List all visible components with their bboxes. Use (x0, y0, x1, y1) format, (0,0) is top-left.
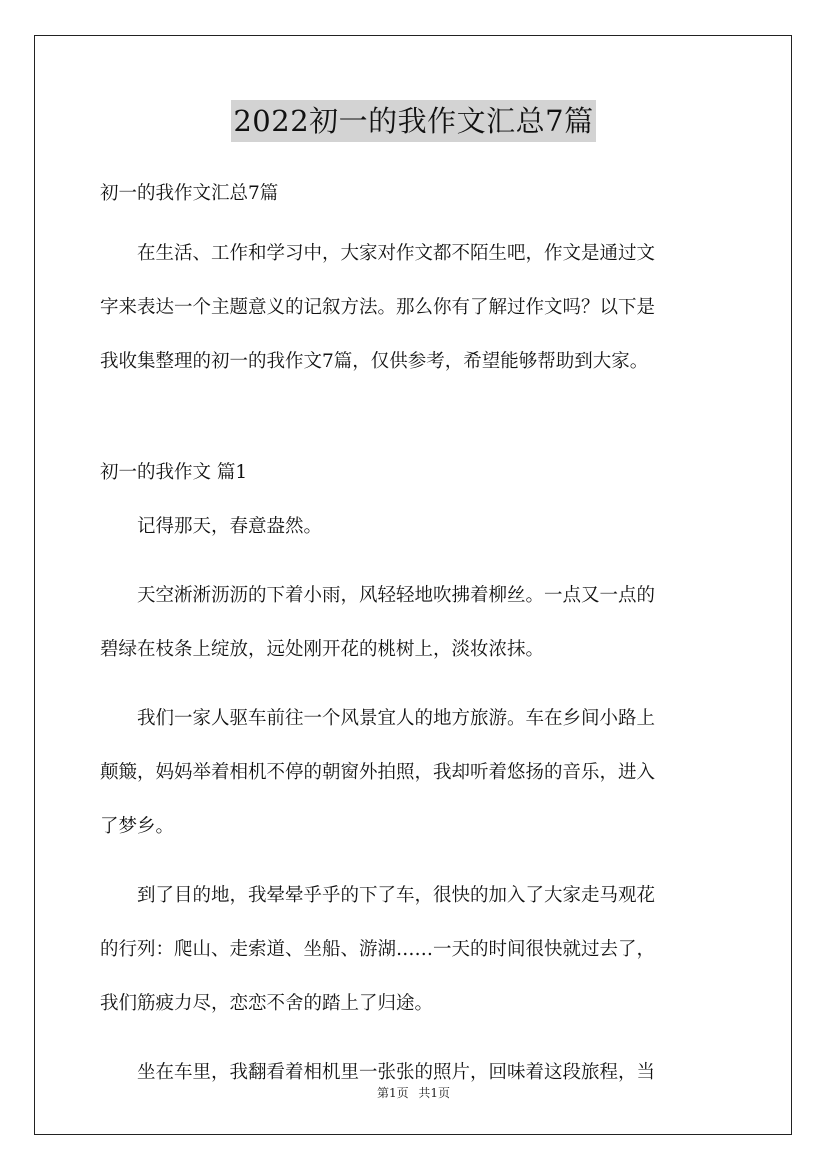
paragraph (100, 569, 730, 677)
intro-line: 我收集整理的初一的我作文7篇，仅供参考，希望能够帮助到大家。 (100, 351, 649, 372)
paragraph-line: 碧绿在枝条上绽放，远处刚开花的桃树上，淡妆浓抹。 (100, 639, 545, 660)
paragraph-line: 的行列：爬山、走索道、坐船、游湖……一天的时间很快就过去了， (100, 939, 656, 960)
document-subtitle: 初一的我作文汇总7篇 (100, 183, 279, 204)
paragraph-line: 我们筋疲力尽，恋恋不舍的踏上了归途。 (100, 993, 434, 1014)
paragraph-line: 颠簸，妈妈举着相机不停的朝窗外拍照，我却听着悠扬的音乐，进入 (100, 762, 656, 783)
intro-line: 字来表达一个主题意义的记叙方法。那么你有了解过作文吗？以下是 (100, 297, 656, 318)
paragraph-line: 坐在车里，我翻看着相机里一张张的照片，回味着这段旅程，当 (137, 1062, 656, 1083)
paragraph (100, 869, 730, 1031)
paragraph (100, 500, 730, 554)
intro-line: 在生活、工作和学习中，大家对作文都不陌生吧，作文是通过文 (137, 243, 656, 264)
page-total: 共1页 (418, 1086, 451, 1100)
paragraph-line: 天空淅淅沥沥的下着小雨，风轻轻地吹拂着柳丝。一点又一点的 (137, 585, 656, 606)
paragraph (100, 692, 730, 854)
paragraph-line: 我们一家人驱车前往一个风景宜人的地方旅游。车在乡间小路上 (137, 708, 656, 729)
intro-paragraph (100, 227, 730, 389)
document-body (100, 176, 730, 1115)
title-container (0, 100, 827, 142)
paragraph-line: 了梦乡。 (100, 816, 175, 837)
page-footer (0, 1084, 827, 1101)
paragraph-line: 记得那天，春意盎然。 (137, 516, 323, 537)
document-title: 2022初一的我作文汇总7篇 (231, 100, 595, 142)
page-number: 第1页 (376, 1086, 409, 1100)
section-heading: 初一的我作文 篇1 (100, 462, 248, 483)
paragraph-line: 到了目的地，我晕晕乎乎的下了车，很快的加入了大家走马观花 (137, 885, 656, 906)
